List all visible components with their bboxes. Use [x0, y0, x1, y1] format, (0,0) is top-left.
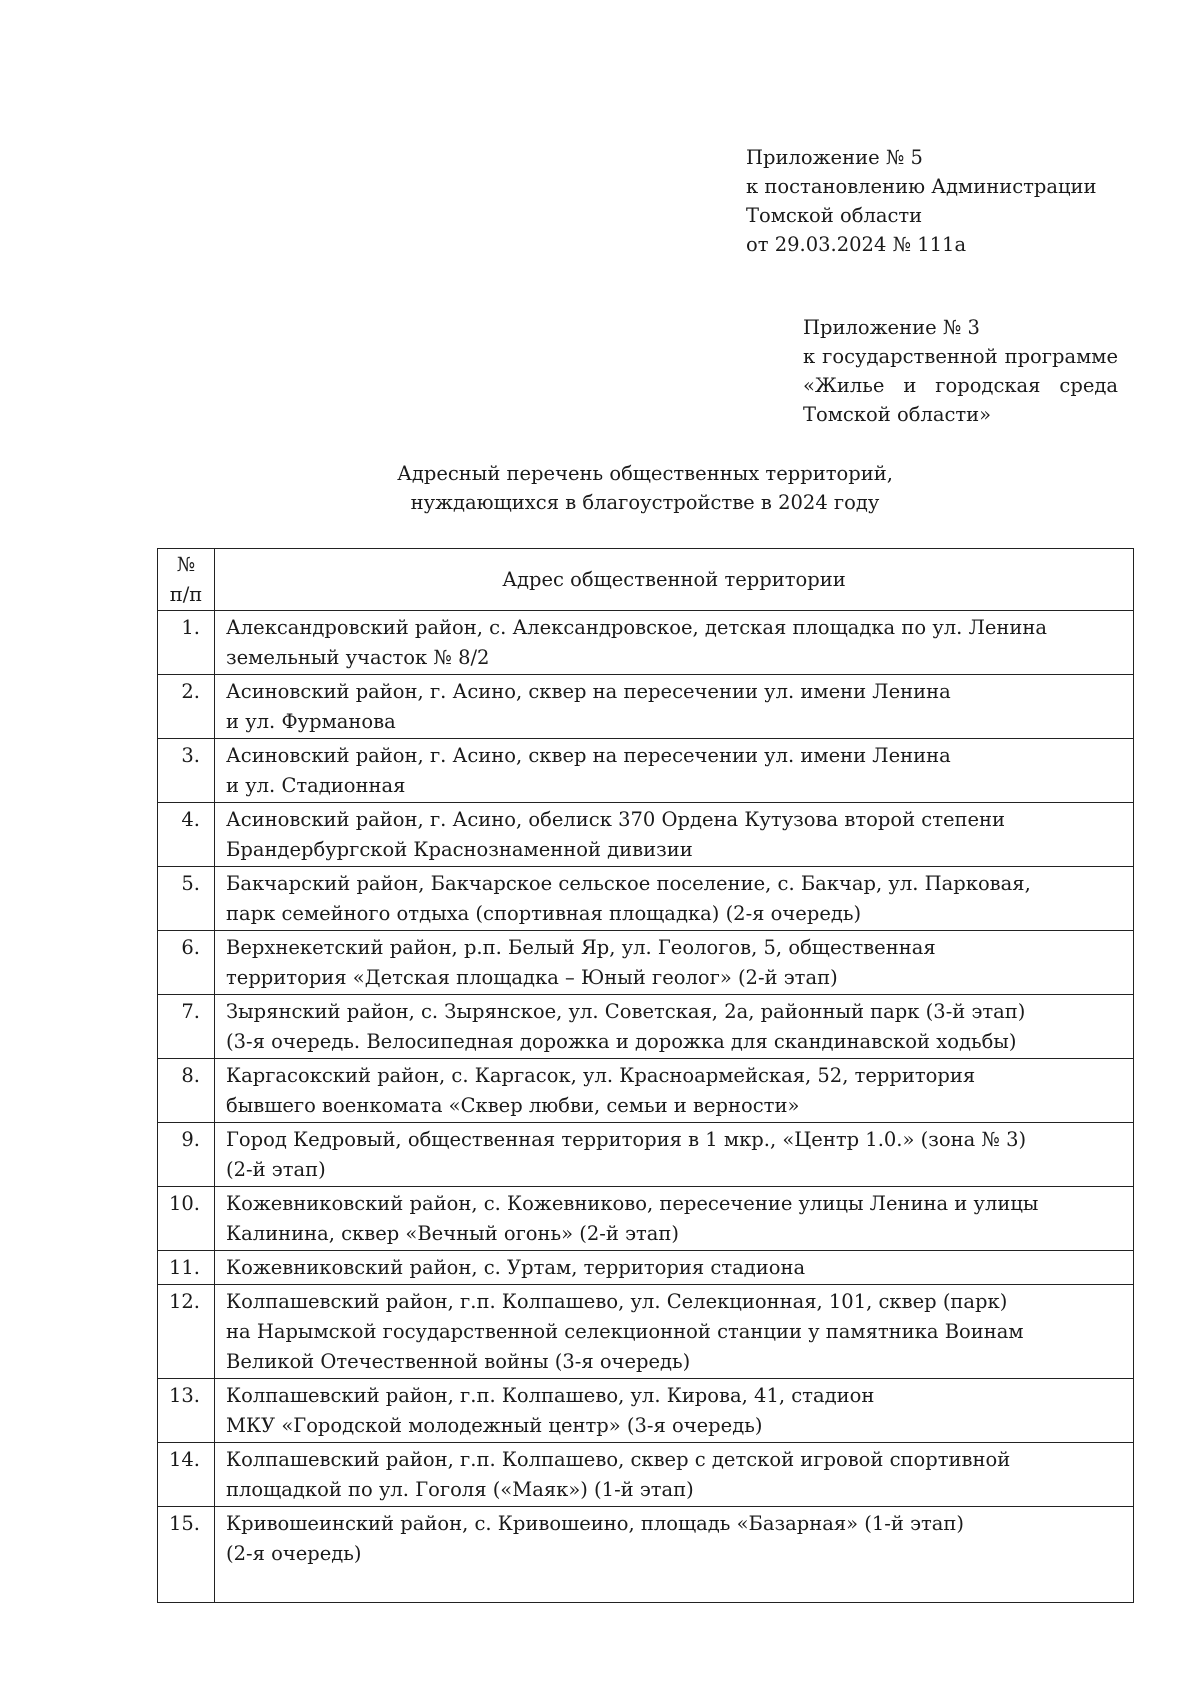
table-row — [158, 867, 1134, 931]
column-header-number — [158, 549, 215, 611]
row-number: 9. — [158, 1123, 215, 1187]
row-number: 11. — [158, 1251, 215, 1285]
address-line: территория «Детская площадка – Юный геолог» (2-й этап) — [226, 966, 838, 989]
annex-5-header — [746, 143, 1097, 259]
territory-table — [157, 548, 1134, 1603]
address-line: Великой Отечественной войны (3-я очередь) — [226, 1350, 691, 1373]
table-row — [158, 931, 1134, 995]
row-number: 10. — [158, 1187, 215, 1251]
table-row — [158, 995, 1134, 1059]
address-line: Асиновский район, г. Асино, сквер на пересечении ул. имени Ленина — [226, 744, 951, 767]
address-line: Калинина, сквер «Вечный огонь» (2-й этап) — [226, 1222, 680, 1245]
table-row — [158, 675, 1134, 739]
row-address — [215, 739, 1134, 803]
address-line: МКУ «Городской молодежный центр» (3-я очередь) — [226, 1414, 763, 1437]
column-header-number-line: № — [176, 553, 196, 576]
table-row — [158, 1285, 1134, 1379]
row-address — [215, 867, 1134, 931]
row-address — [215, 1507, 1134, 1603]
row-number: 4. — [158, 803, 215, 867]
row-address — [215, 675, 1134, 739]
row-address — [215, 1123, 1134, 1187]
row-address — [215, 1187, 1134, 1251]
address-line: Асиновский район, г. Асино, обелиск 370 Ордена Кутузова второй степени — [226, 808, 1006, 831]
row-number: 15. — [158, 1507, 215, 1603]
annex-5-line: от 29.03.2024 № 111а — [746, 233, 967, 256]
address-line: Кожевниковский район, с. Уртам, территория стадиона — [226, 1256, 806, 1279]
row-number: 8. — [158, 1059, 215, 1123]
address-line: Кожевниковский район, с. Кожевниково, пересечение улицы Ленина и улицы — [226, 1192, 1039, 1215]
row-address — [215, 803, 1134, 867]
address-line: Зырянский район, с. Зырянское, ул. Советская, 2а, районный парк (3-й этап) — [226, 1000, 1026, 1023]
row-number: 7. — [158, 995, 215, 1059]
row-number: 3. — [158, 739, 215, 803]
table-row — [158, 1251, 1134, 1285]
row-number: 13. — [158, 1379, 215, 1443]
document-title-line: нуждающихся в благоустройстве в 2024 году — [410, 491, 880, 514]
table-header-row — [158, 549, 1134, 611]
row-address — [215, 1285, 1134, 1379]
address-line: Брандербургской Краснознаменной дивизии — [226, 838, 693, 861]
table-row — [158, 1059, 1134, 1123]
address-line: площадкой по ул. Гоголя («Маяк») (1-й этап) — [226, 1478, 694, 1501]
annex-3-header — [803, 313, 1118, 429]
address-line: Александровский район, с. Александровское, детская площадка по ул. Ленина — [226, 616, 1047, 639]
row-number: 14. — [158, 1443, 215, 1507]
document-title — [0, 459, 1200, 517]
address-line: Колпашевский район, г.п. Колпашево, ул. Кирова, 41, стадион — [226, 1384, 875, 1407]
row-address — [215, 995, 1134, 1059]
address-line: парк семейного отдыха (спортивная площадка) (2-я очередь) — [226, 902, 862, 925]
address-line: Колпашевский район, г.п. Колпашево, сквер с детской игровой спортивной — [226, 1448, 1011, 1471]
address-line: Асиновский район, г. Асино, сквер на пересечении ул. имени Ленина — [226, 680, 951, 703]
address-line: Кривошеинский район, с. Кривошеино, площадь «Базарная» (1-й этап) — [226, 1512, 965, 1535]
address-line: (2-й этап) — [226, 1158, 326, 1181]
table-row — [158, 1379, 1134, 1443]
annex-5-line: Приложение № 5 — [746, 146, 923, 169]
document-title-line: Адресный перечень общественных территорий, — [397, 462, 893, 485]
address-line: Город Кедровый, общественная территория в 1 мкр., «Центр 1.0.» (зона № 3) — [226, 1128, 1027, 1151]
address-line: и ул. Фурманова — [226, 710, 396, 733]
annex-5-line: к постановлению Администрации — [746, 175, 1097, 198]
row-address — [215, 1443, 1134, 1507]
table-row — [158, 611, 1134, 675]
address-line: Бакчарский район, Бакчарское сельское поселение, с. Бакчар, ул. Парковая, — [226, 872, 1031, 895]
address-line: Колпашевский район, г.п. Колпашево, ул. Селекционная, 101, сквер (парк) — [226, 1290, 1008, 1313]
address-line: Каргасокский район, с. Каргасок, ул. Красноармейская, 52, территория — [226, 1064, 976, 1087]
row-number: 12. — [158, 1285, 215, 1379]
table-row — [158, 1187, 1134, 1251]
row-number: 1. — [158, 611, 215, 675]
row-number: 5. — [158, 867, 215, 931]
address-line: бывшего военкомата «Сквер любви, семьи и верности» — [226, 1094, 800, 1117]
annex-5-line: Томской области — [746, 204, 923, 227]
address-line: (2-я очередь) — [226, 1542, 362, 1565]
table-row — [158, 803, 1134, 867]
table-row — [158, 1443, 1134, 1507]
annex-3-line: к государственной программе — [803, 345, 1118, 368]
annex-3-line: «Жилье и городская среда — [803, 374, 1118, 397]
column-header-address: Адрес общественной территории — [215, 549, 1134, 611]
row-address — [215, 1059, 1134, 1123]
row-address — [215, 1379, 1134, 1443]
table-row — [158, 1507, 1134, 1603]
row-address — [215, 931, 1134, 995]
table-row — [158, 739, 1134, 803]
address-line: земельный участок № 8/2 — [226, 646, 490, 669]
row-address — [215, 611, 1134, 675]
address-line: на Нарымской государственной селекционной станции у памятника Воинам — [226, 1320, 1024, 1343]
address-line: и ул. Стадионная — [226, 774, 406, 797]
row-number: 2. — [158, 675, 215, 739]
table-body — [158, 611, 1134, 1603]
annex-3-line: Томской области» — [803, 403, 992, 426]
address-line: (3-я очередь. Велосипедная дорожка и дорожка для скандинавской ходьбы) — [226, 1030, 1017, 1053]
annex-3-line: Приложение № 3 — [803, 316, 980, 339]
row-number: 6. — [158, 931, 215, 995]
column-header-number-line: п/п — [169, 583, 203, 606]
row-address — [215, 1251, 1134, 1285]
table-row — [158, 1123, 1134, 1187]
address-line: Верхнекетский район, р.п. Белый Яр, ул. Геологов, 5, общественная — [226, 936, 936, 959]
